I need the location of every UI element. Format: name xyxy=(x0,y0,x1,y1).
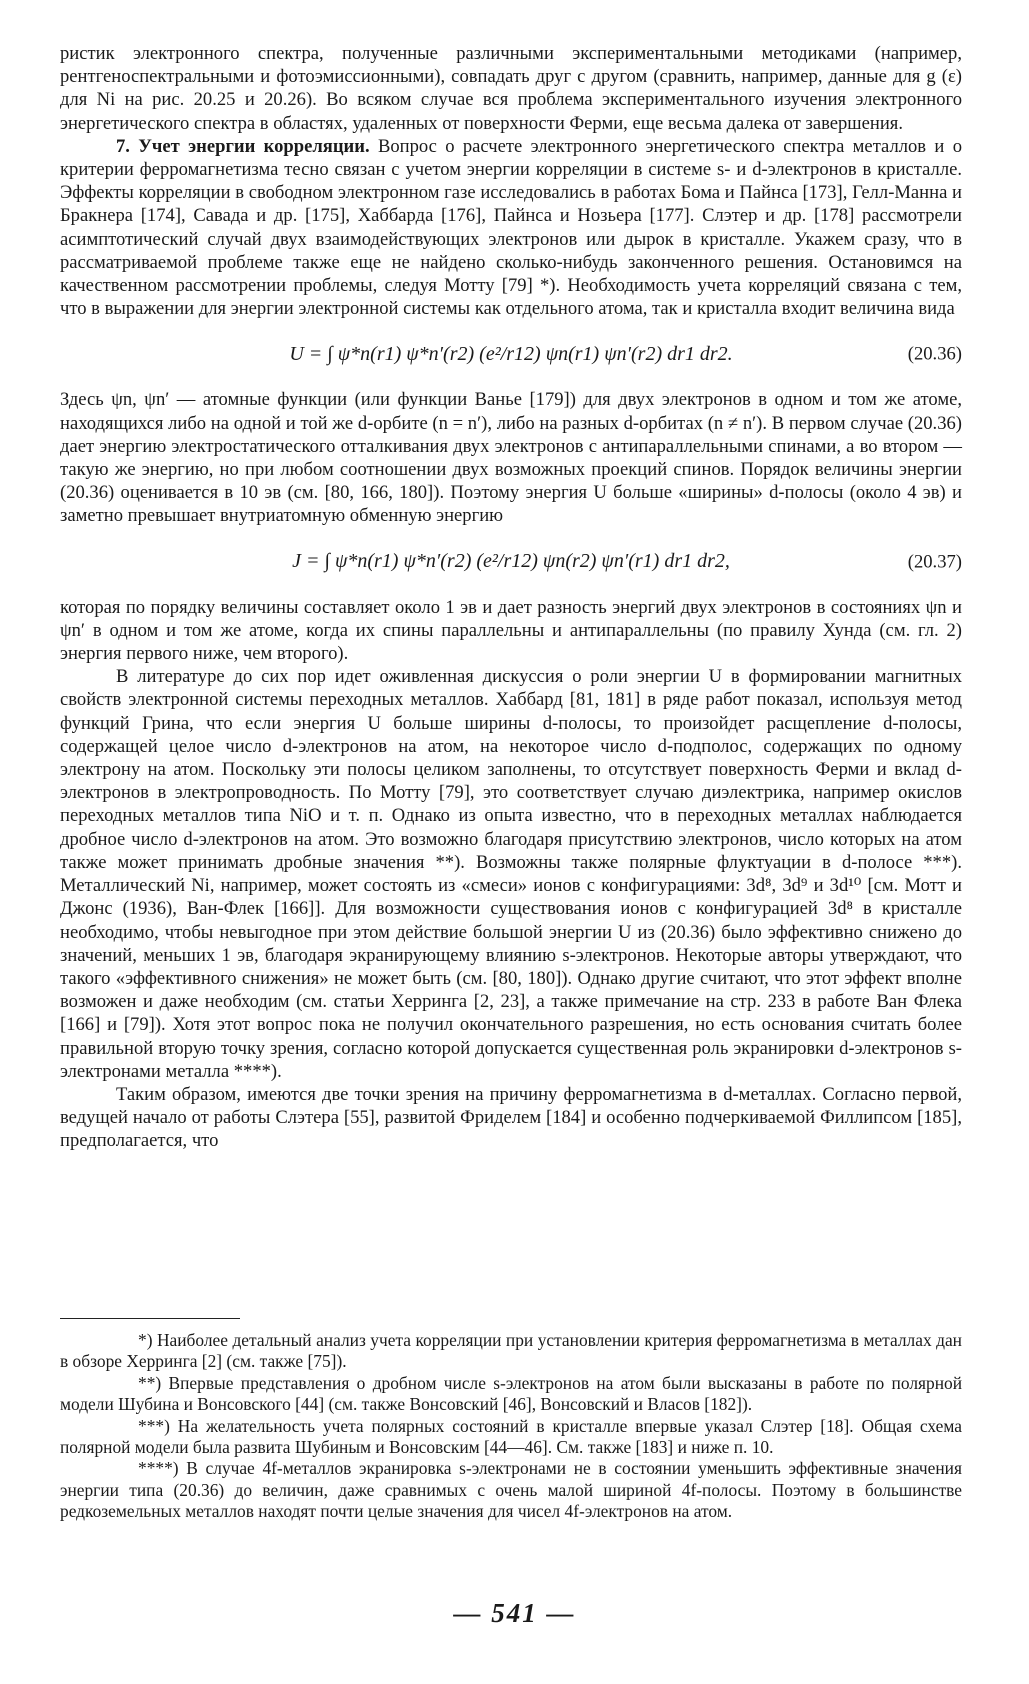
footnote: *) Наиболее детальный анализ учета корреляции при установлении критерия ферромагнетизма в металлах дан в обзоре Херринга [2] (см. также [75]). xyxy=(60,1330,962,1372)
page-number: — 541 — xyxy=(453,1598,576,1628)
paragraph-discussion: В литературе до сих пор идет оживленная дискуссия о роли энергии U в формировании магнитных свойств электронной системы переходных металлов. Хаббард [81, 181] в ряде работ показал, используя метод функций Грина, что если энергия U больше ширины d-полосы, то произойдет расщепление d-полосы, содержащей целое число d-электронов на атом, на некоторое число d-подполос, содержащих по одному электрону на атом. Поскольку эти полосы целиком заполнены, то отсутствует поверхность Ферми и вклад d-электронов в электропроводность. По Мотту [79], это соответствует случаю диэлектрика, например окислов переходных металлов типа NiO и т. п. Однако из опыта известно, что в переходных металлах наблюдается дробное число d-электронов на атом. Это возможно благодаря присутствию электронов, число которых на атом также может принимать дробные значения **). Возможны также полярные флуктуации в d-полосе ***). Металлический Ni, например, может состоять из «смеси» ионов с конфигурациями: 3d⁸, 3d⁹ и 3d¹⁰ [см. Мотт и Джонс (1936), Ван-Флек [166]]. Для возможности существования ионов с конфигурацией 3d⁸ в кристалле необходимо, чтобы невыгодное при этом действие большой энергии U из (20.36) было эффективно снижено до значений, меньших 1 эв, благодаря экранирующему влиянию s-электронов. Некоторые авторы утверждают, что такого «эффективного снижения» не может быть (см. [80, 180]). Однако другие считают, что этот эффект вполне возможен и даже необходим (см. статьи Херринга [2, 23], а также примечание на стр. 233 в работе Ван Флека [166] и [79]). Хотя этот вопрос пока не получил окончательного разрешения, но есть основания считать более правильной вторую точку зрения, согласно которой допускается существенная роль экранировки d-электронов s-электронами металла ****). xyxy=(60,666,962,1082)
footnote: ***) На желательность учета полярных состояний в кристалле впервые указал Слэтер [18]. Общая схема полярной модели была развита Шубиным и Вонсовским [44—46]. См. также [183] и ниже п. 10. xyxy=(60,1415,962,1458)
equation-number: (20.36) xyxy=(907,343,962,365)
paragraph-continuation: ристик электронного спектра, полученные различными экспериментальными методиками (например, рентгеноспектральными и фотоэмиссионными), совпадать друг с другом (сравнить, например, данные для g (ε) для Ni на рис. 20.25 и 20.26). Во всяком случае вся проблема экспериментального изучения электронного энергетического спектра в областях, удаленных от поверхности Ферми, еще весьма далека от завершения. xyxy=(60,43,962,134)
paragraph-text: Вопрос о расчете электронного энергетического спектра металлов и о критерии ферромагнетизма тесно связан с учетом энергии корреляции в системе s- и d-электронов в кристалле. Эффекты корреляции в свободном электронном газе исследовались в работах Бома и Пайнса [173], Гелл-Манна и Бракнера [174], Савада и др. [175], Хаббарда [176], Пайнса и Нозьера [177]. Слэтер и др. [178] рассмотрели асимптотический случай двух взаимодействующих электронов или дырок в кристалле. Укажем сразу, что в рассматриваемой проблеме также еще не найдено сколько-нибудь законченного решения. Остановимся на качественном рассмотрении проблемы, следуя Мотту [79] *). Необходимость учета корреляций связана с тем, что в выражении для энергии электронной системы как отдельного атома, так и кристалла входит величина вида xyxy=(60,135,962,320)
footnote: **) Впервые представления о дробном числе s-электронов на атом были высказаны в работе по полярной модели Шубина и Вонсовского [44] (см. также Вонсовский [46], Вонсовский и Власов [182]). xyxy=(60,1372,962,1415)
footnote: ****) В случае 4f-металлов экранировка s-электронами не в состоянии уменьшить эффективные значения энергии типа (20.36) до величин, даже сравнимых с очень малой шириной 4f-полосы. Поэтому в большинстве редкоземельных металлов находят почти целые значения для чисел 4f-электронов на атом. xyxy=(60,1458,962,1522)
paragraph-energy-difference: которая по порядку величины составляет около 1 эв и дает разность энергий двух электронов в состояниях ψn и ψn′ в одном и том же атоме, когда их спины параллельны и антипараллельны (по правилу Хунда (см. гл. 2) энергия первого ниже, чем второго). xyxy=(60,596,962,665)
footnotes xyxy=(60,1330,962,1523)
equation-20-36 xyxy=(60,324,962,384)
paragraph-correlation-energy xyxy=(60,135,962,321)
paragraph-atomic-functions: Здесь ψn, ψn′ — атомные функции (или функции Ванье [179]) для двух электронов в одном и том же атоме, находящихся либо на одной и той же d-орбите (n = n′), либо на разных d-орбитах (n ≠ n′). В первом случае (20.36) дает энергию электростатического отталкивания двух электронов с антипараллельными спинами, а во втором — такую же энергию, но при любом соотношении двух возможных проекций спинов. Порядок величины энергии (20.36) оценивается в 10 эв (см. [80, 166, 180]). Поэтому энергия U больше «ширины» d-полосы (около 4 эв) и заметно превышает внутриатомную обменную энергию xyxy=(60,389,962,527)
equation-20-37 xyxy=(60,532,962,592)
paragraph-two-views: Таким образом, имеются две точки зрения на причину ферромагнетизма в d-металлах. Согласно первой, ведущей начало от работы Слэтера [55], развитой Фриделем [184] и особенно подчеркиваемой Филлипсом [185], предполагается, что xyxy=(60,1083,962,1152)
equation-body: U = ∫ ψ*n(r1) ψ*n′(r2) (e²/r12) ψn(r1) ψn′(r2) dr1 dr2. xyxy=(289,342,733,365)
equation-number: (20.37) xyxy=(907,551,962,573)
section-heading: 7. Учет энергии корреляции. xyxy=(116,135,370,157)
main-text xyxy=(60,42,962,1153)
footnote-divider xyxy=(60,1318,240,1319)
equation-body: J = ∫ ψ*n(r1) ψ*n′(r2) (e²/r12) ψn(r2) ψn′(r1) dr1 dr2, xyxy=(292,550,730,573)
